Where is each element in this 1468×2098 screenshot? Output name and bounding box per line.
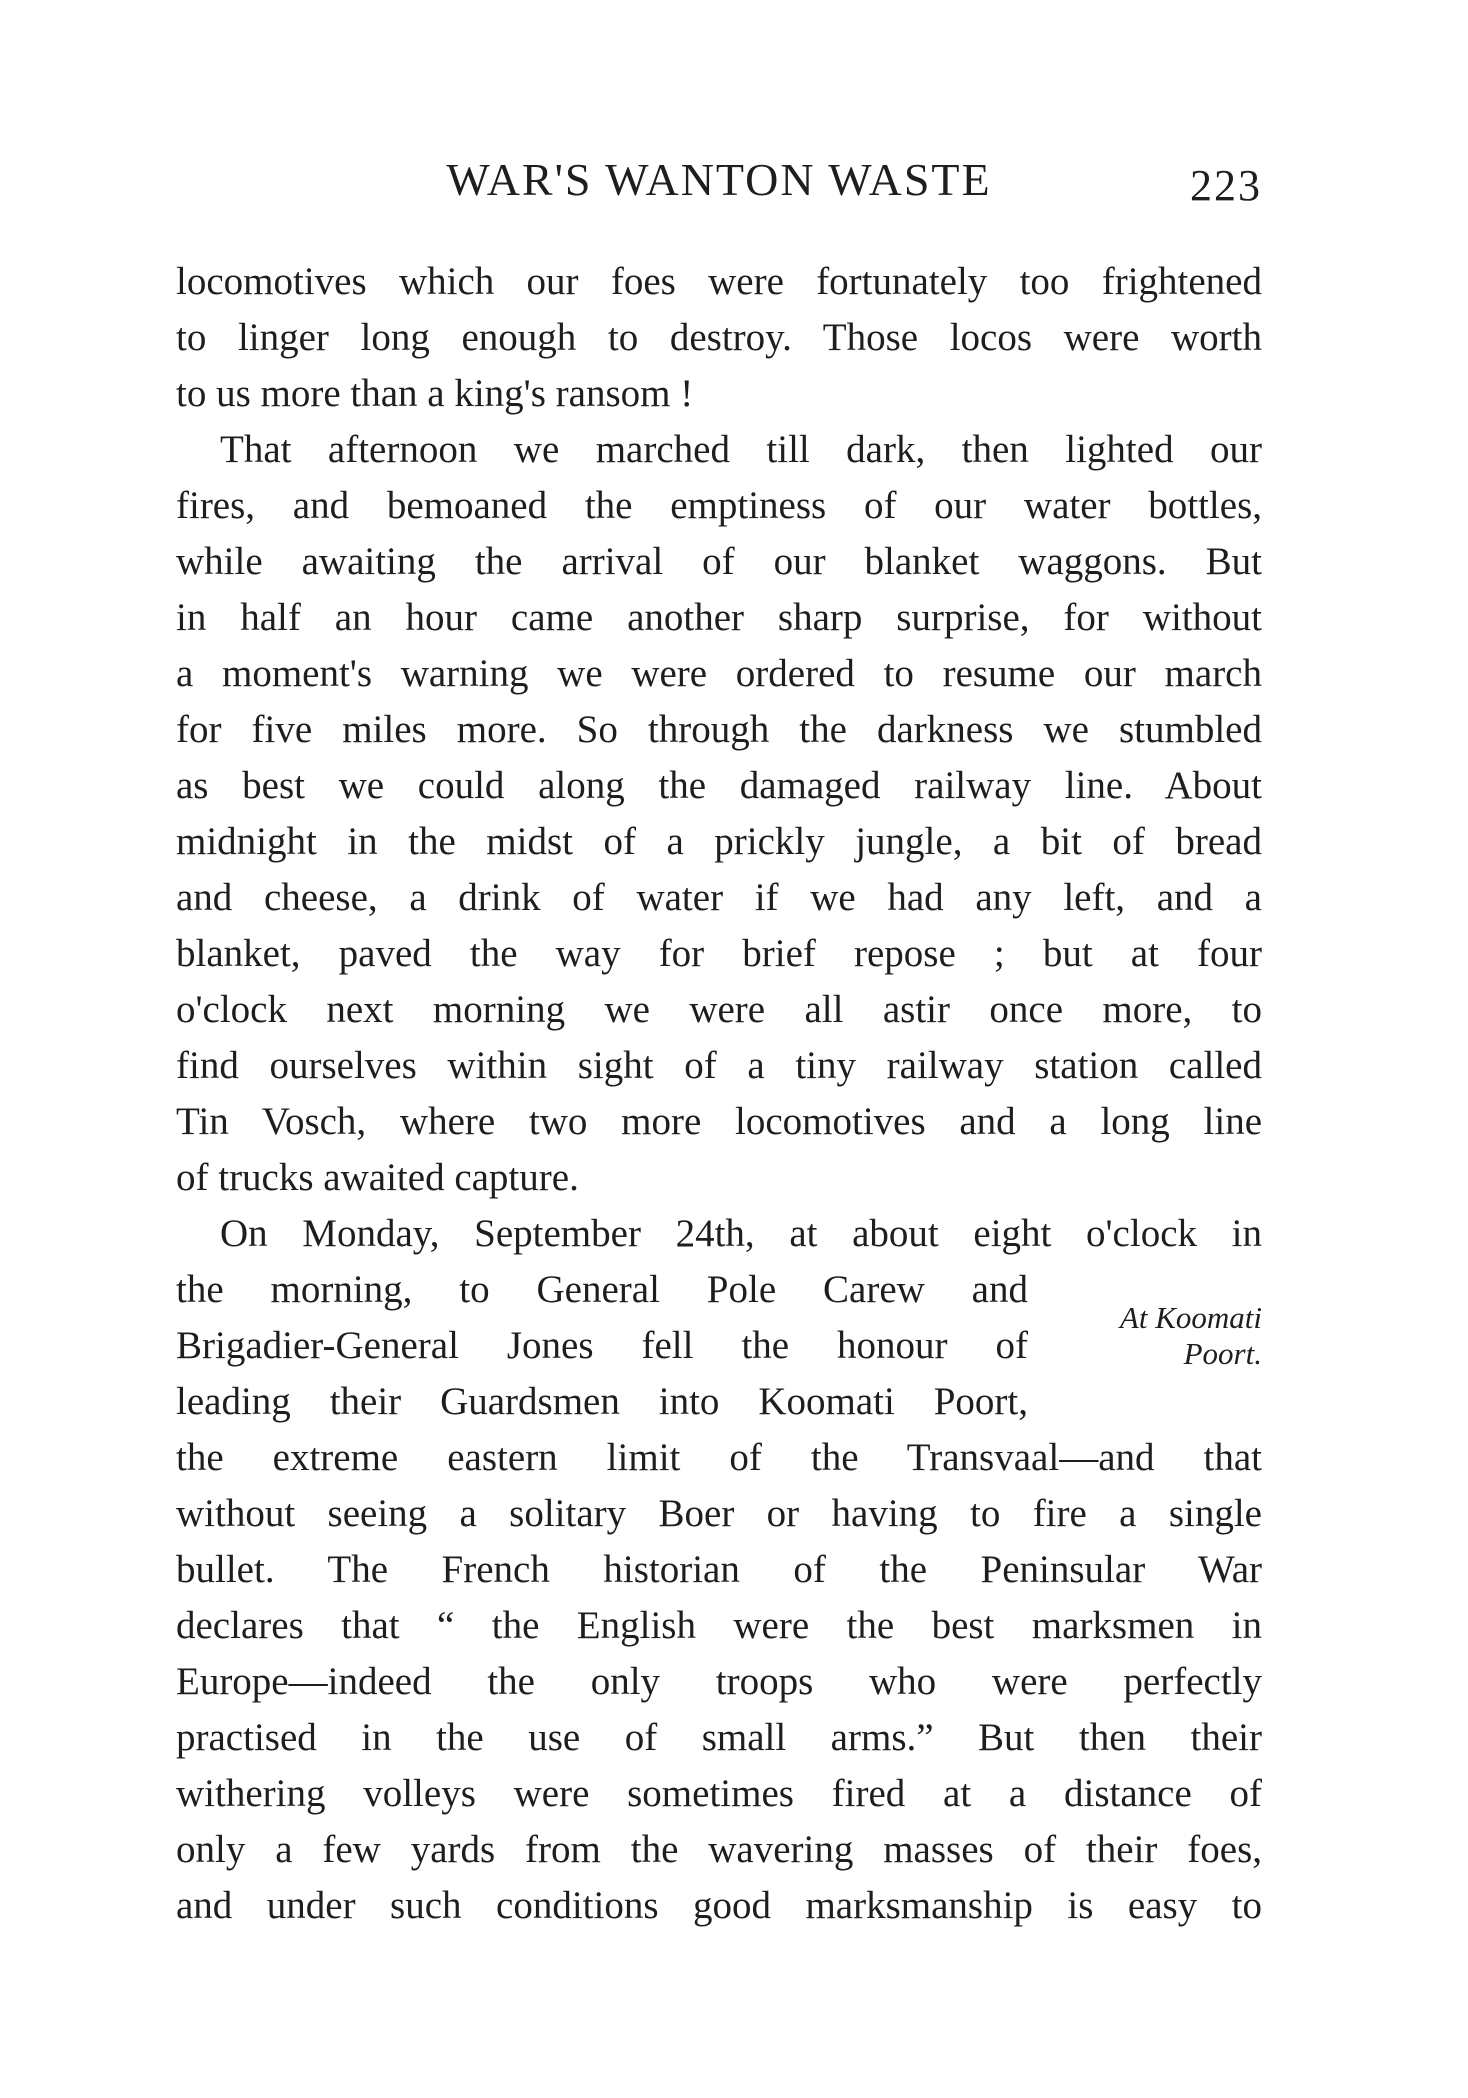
text-line: fires, and bemoaned the emptiness of our water bottles, — [176, 484, 1262, 527]
paragraph-1 — [176, 254, 1262, 422]
text-line: declares that “ the English were the best marksmen in — [176, 1604, 1262, 1647]
body-text — [176, 254, 1262, 1934]
text-line: Tin Vosch, where two more locomotives and a long line — [176, 1100, 1262, 1143]
text-line: bullet. The French historian of the Peninsular War — [176, 1548, 1262, 1591]
margin-note-line: Poort. — [1183, 1336, 1262, 1371]
text-line: find ourselves within sight of a tiny railway station called — [176, 1044, 1262, 1087]
text-line: On Monday, September 24th, at about eight o'clock in — [220, 1212, 1262, 1255]
text-line: as best we could along the damaged railway line. About — [176, 764, 1262, 807]
text-line: the morning, to General Pole Carew and — [176, 1268, 1028, 1311]
text-line: withering volleys were sometimes fired at a distance of — [176, 1772, 1262, 1815]
text-line: for five miles more. So through the darkness we stumbled — [176, 708, 1262, 751]
text-line: o'clock next morning we were all astir once more, to — [176, 988, 1262, 1031]
text-line: in half an hour came another sharp surprise, for without — [176, 596, 1262, 639]
text-line: of trucks awaited capture. — [176, 1156, 579, 1199]
text-line: midnight in the midst of a prickly jungle, a bit of bread — [176, 820, 1262, 863]
text-line: blanket, paved the way for brief repose ; but at four — [176, 932, 1262, 975]
text-line: Brigadier-General Jones fell the honour of — [176, 1324, 1028, 1367]
text-line: while awaiting the arrival of our blanket waggons. But — [176, 540, 1262, 583]
running-title: WAR'S WANTON WASTE — [446, 154, 992, 205]
text-line: and under such conditions good marksmanship is easy to — [176, 1884, 1262, 1927]
margin-note-line: At Koomati — [1119, 1300, 1262, 1335]
running-head — [176, 150, 1262, 210]
text-line: practised in the use of small arms.” But then their — [176, 1716, 1262, 1759]
page-number: 223 — [1190, 161, 1262, 210]
text-line: and cheese, a drink of water if we had any left, and a — [176, 876, 1262, 919]
margin-note — [1100, 1300, 1262, 1372]
paragraph-2 — [176, 422, 1262, 1206]
text-line: without seeing a solitary Boer or having to fire a single — [176, 1492, 1262, 1535]
text-line: Europe—indeed the only troops who were perfectly — [176, 1660, 1262, 1703]
text-line: only a few yards from the wavering masses of their foes, — [176, 1828, 1262, 1871]
text-line: That afternoon we marched till dark, then lighted our — [220, 428, 1262, 471]
text-line: to linger long enough to destroy. Those locos were worth — [176, 316, 1262, 359]
text-line: the extreme eastern limit of the Transvaal—and that — [176, 1436, 1262, 1479]
text-line: leading their Guardsmen into Koomati Poort, — [176, 1380, 1028, 1423]
text-line: a moment's warning we were ordered to resume our march — [176, 652, 1262, 695]
text-line: to us more than a king's ransom ! — [176, 372, 694, 415]
text-line: locomotives which our foes were fortunately too frightened — [176, 260, 1262, 303]
